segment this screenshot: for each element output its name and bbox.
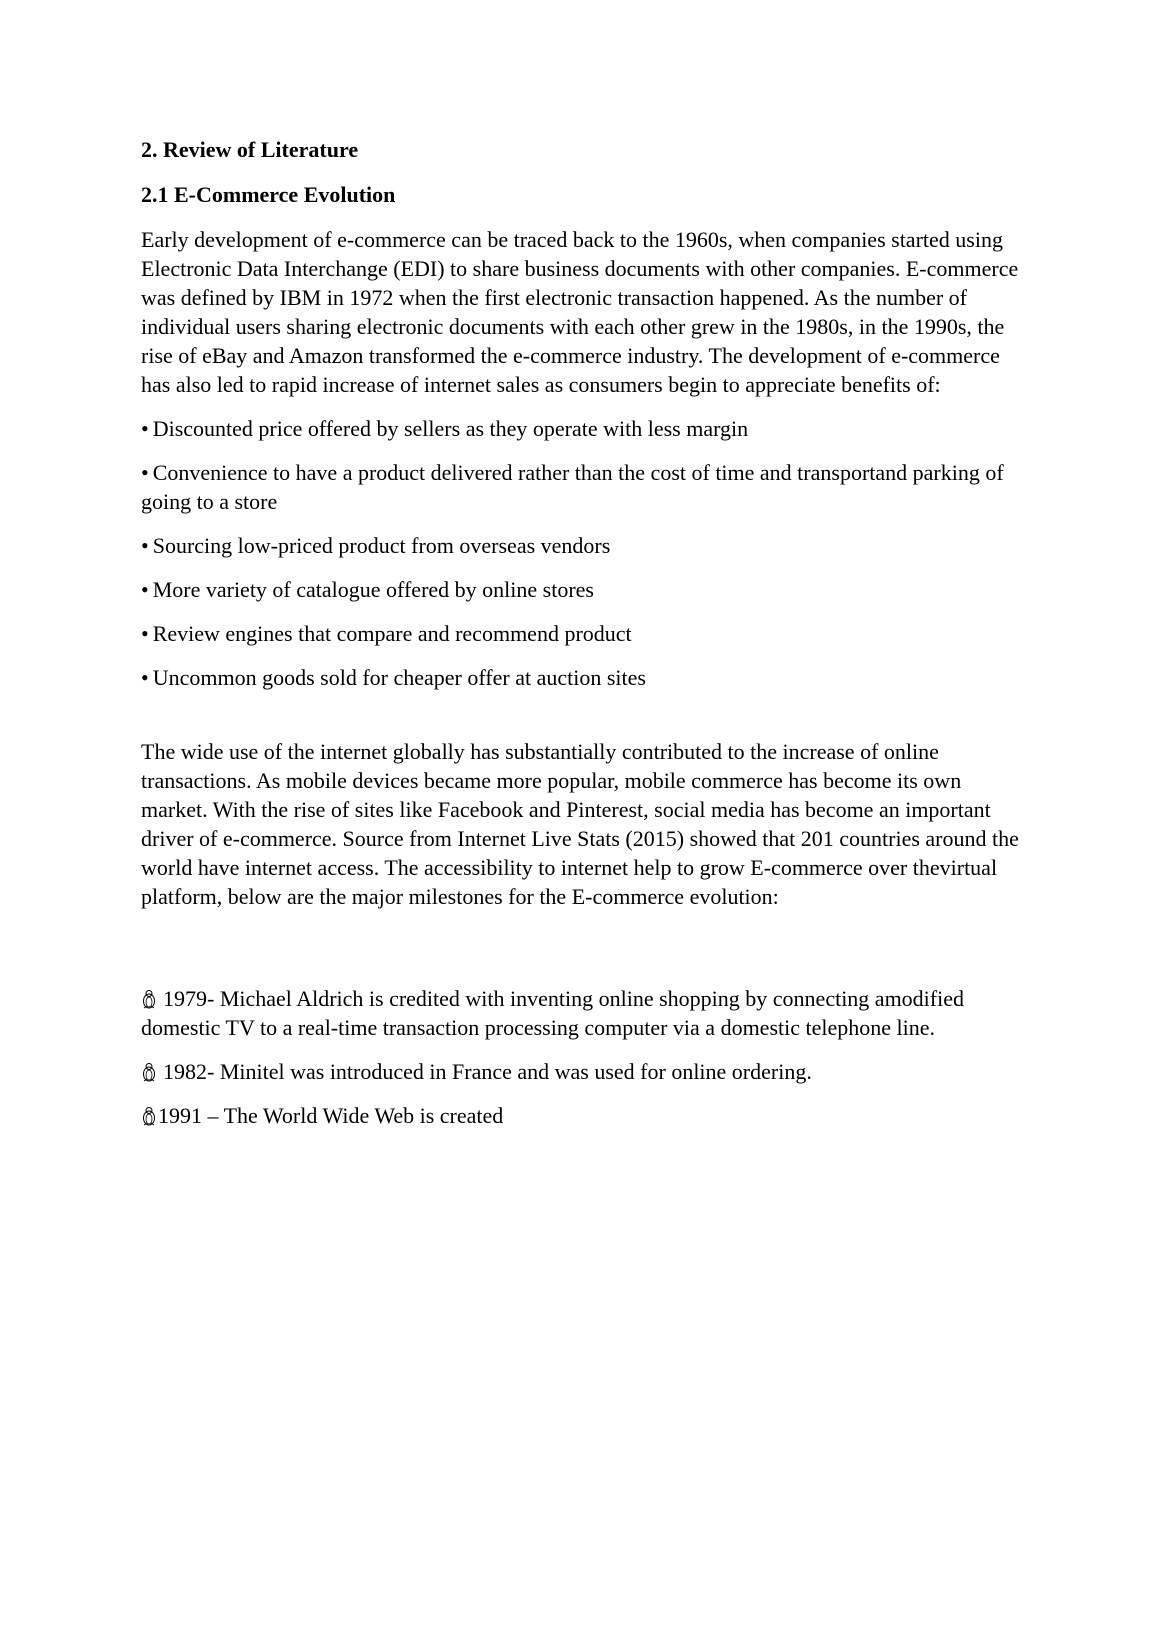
penguin-icon — [141, 989, 157, 1009]
subsection-heading: 2.1 E-Commerce Evolution — [141, 182, 396, 207]
bullet-mark: • — [141, 665, 149, 690]
benefit-list-item — [141, 619, 1031, 648]
bullet-mark: • — [141, 460, 149, 485]
benefit-list-item — [141, 414, 1031, 443]
milestone-text: 1979- Michael Aldrich is credited with inventing online shopping by connecting amodified domestic TV to a real-time transaction processing computer via a domestic telephone line. — [141, 986, 965, 1040]
document-page — [141, 135, 1031, 1145]
benefit-text: More variety of catalogue offered by online stores — [152, 577, 594, 602]
benefit-list-item — [141, 531, 1031, 560]
milestone-text: 1982- Minitel was introduced in France and was used for online ordering. — [163, 1059, 812, 1084]
intro-paragraph: Early development of e-commerce can be traced back to the 1960s, when companies started using Electronic Data Interchange (EDI) to share business documents with other companies. E-commerce was defined by IBM in 1972 when the first electronic transaction happened. As the number of individual users sharing electronic documents with each other grew in the 1980s, in the 1990s, the rise of eBay and Amazon transformed the e-commerce industry. The development of e-commerce has also led to rapid increase of internet sales as consumers begin to appreciate benefits of: — [141, 227, 1019, 397]
bullet-mark: • — [141, 533, 149, 558]
bullet-mark: • — [141, 577, 149, 602]
benefit-list-item — [141, 663, 1031, 692]
penguin-icon — [141, 1106, 157, 1126]
bullet-mark: • — [141, 416, 149, 441]
second-paragraph: The wide use of the internet globally has substantially contributed to the increase of online transactions. As mobile devices became more popular, mobile commerce has become its own market. With the rise of sites like Facebook and Pinterest, social media has become an important driver of e-commerce. Source from Internet Live Stats (2015) showed that 201 countries around the world have internet access. The accessibility to internet help to grow E-commerce over thevirtual platform, below are the major milestones for the E-commerce evolution: — [141, 739, 1019, 909]
bullet-mark: • — [141, 621, 149, 646]
benefit-text: Discounted price offered by sellers as they operate with less margin — [152, 416, 749, 441]
benefit-text: Convenience to have a product delivered rather than the cost of time and transportand parking of going to a store — [141, 460, 1004, 514]
benefit-text: Uncommon goods sold for cheaper offer at auction sites — [152, 665, 646, 690]
paragraph-spacer — [141, 707, 1031, 737]
benefit-text: Sourcing low-priced product from overseas vendors — [152, 533, 611, 558]
paragraph-spacer — [141, 926, 1031, 984]
benefit-list-item — [141, 575, 1031, 604]
benefit-text: Review engines that compare and recommend product — [152, 621, 632, 646]
milestone-item — [141, 1101, 1031, 1130]
section-heading: 2. Review of Literature — [141, 137, 359, 162]
benefit-list-item — [141, 458, 1031, 516]
penguin-icon — [141, 1062, 157, 1082]
milestone-item — [141, 1057, 1031, 1086]
milestone-text: 1991 – The World Wide Web is created — [158, 1103, 504, 1128]
milestone-item — [141, 984, 1031, 1042]
